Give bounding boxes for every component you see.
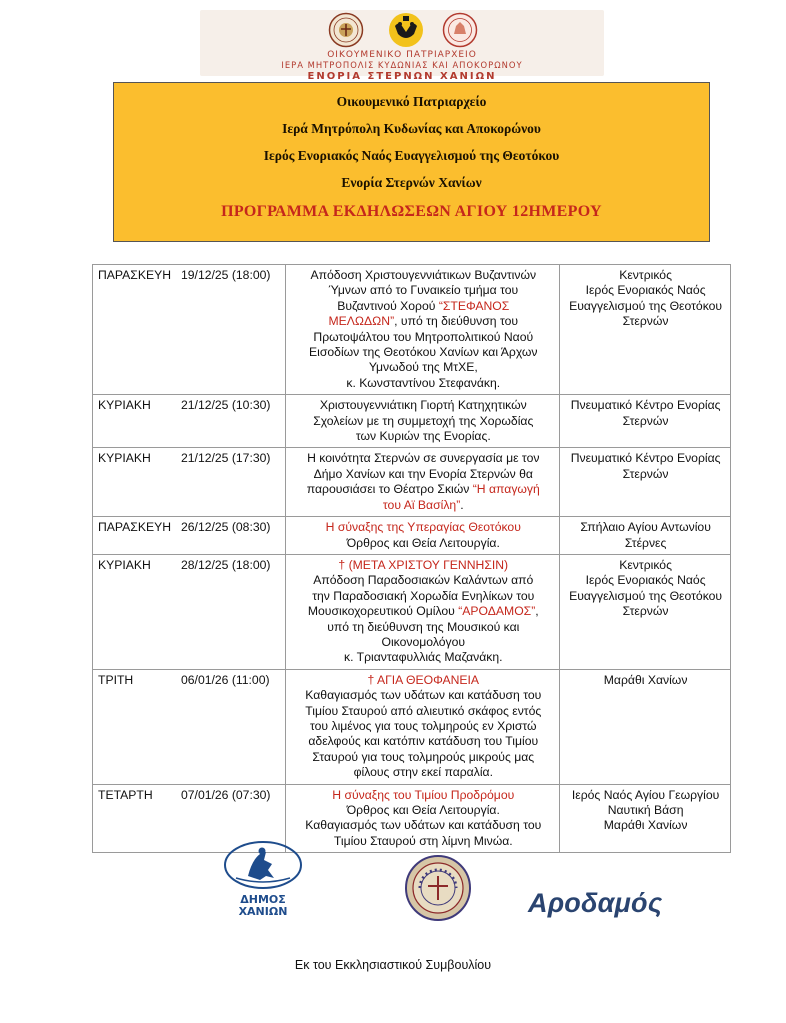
desc-line: Ύμνων από το Γυναικείο τμήμα του xyxy=(328,283,519,298)
location-line: Σπήλαιο Αγίου Αντωνίου xyxy=(580,520,711,535)
event-date-cell xyxy=(93,517,286,555)
metropolis-seal-icon xyxy=(442,12,478,48)
location-line: Ιερός Ναός Αγίου Γεωργίου xyxy=(571,787,720,802)
header-parish: Ενορία Στερνών Χανίων xyxy=(341,175,482,190)
feast-title: Η σύναξης του Τιμίου Προδρόμου xyxy=(332,787,515,802)
desc-line: αδελφούς και κατόπιν κατάδυση του Τιμίου xyxy=(308,734,539,749)
location-line: Ναυτική Βάση xyxy=(607,803,684,817)
header-metropolis: Ιερά Μητρόπολη Κυδωνίας και Αποκορώνου xyxy=(282,121,541,136)
play-title-highlight: του Αϊ Βασίλη” xyxy=(382,497,461,512)
header-patriarchate: Οικουμενικό Πατριαρχείο xyxy=(336,94,487,109)
page-title: ΠΡΟΓΡΑΜΜΑ ΕΚΔΗΛΩΣΕΩΝ ΑΓΙΟΥ 12ΗΜΕΡΟΥ xyxy=(221,203,602,220)
event-day: ΚΥΡΙΑΚΗ xyxy=(98,451,151,466)
event-location-cell xyxy=(560,554,731,669)
table-row xyxy=(93,448,731,517)
title-box xyxy=(113,82,710,242)
desc-line: Χριστουγεννιάτικη Γιορτή Κατηχητικών xyxy=(319,398,527,413)
location-line: Πνευματικό Κέντρο Ενορίας xyxy=(570,451,721,466)
desc-line: Απόδοση Χριστουγεννιάτικων Βυζαντινών xyxy=(310,268,537,282)
event-date-cell xyxy=(93,265,286,395)
patriarchate-seal-icon xyxy=(328,12,364,48)
event-description-cell xyxy=(286,395,560,448)
banner-parish-line: ΕΝΟΡΙΑ ΣΤΕΡΝΩΝ ΧΑΝΙΩΝ xyxy=(307,71,497,82)
desc-line: Πρωτοψάλτου του Μητροπολιτικού Ναού xyxy=(313,329,534,344)
location-line: Κεντρικός xyxy=(619,268,672,282)
event-location-cell xyxy=(560,448,731,517)
event-location-cell xyxy=(560,265,731,395)
table-row xyxy=(93,517,731,555)
play-title-highlight: “Η απαγωγή xyxy=(472,482,540,497)
location-line: Ευαγγελισμού της Θεοτόκου xyxy=(569,298,723,313)
event-datetime: 06/01/26 (11:00) xyxy=(181,672,270,687)
event-day: ΚΥΡΙΑΚΗ xyxy=(98,557,151,572)
desc-line: Εισοδίων της Θεοτόκου Χανίων και Άρχων xyxy=(309,345,538,360)
event-description-cell xyxy=(286,448,560,517)
stefanos-melodon-seal-icon xyxy=(404,854,472,922)
location-line: Στερνών xyxy=(622,604,669,619)
desc-line: του λιμένος για τους τολμηρούς εν Χριστώ xyxy=(310,718,537,733)
event-day: ΤΕΤΑΡΤΗ xyxy=(98,787,153,802)
location-line: Στερνών xyxy=(622,466,669,481)
event-date-cell xyxy=(93,395,286,448)
event-day: ΚΥΡΙΑΚΗ xyxy=(98,398,151,413)
event-date-cell xyxy=(93,669,286,784)
desc-line: Όρθρος και Θεία Λειτουργία. xyxy=(346,535,500,550)
feast-title: Η σύναξης της Υπεραγίας Θεοτόκου xyxy=(325,520,521,535)
table-row xyxy=(93,669,731,784)
location-line: Πνευματικό Κέντρο Ενορίας xyxy=(570,398,721,413)
parish-banner xyxy=(200,10,604,82)
banner-metropolis-line: ΙΕΡΑ ΜΗΤΡΟΠΟΛΙΣ ΚΥΔΩΝΙΑΣ ΚΑΙ ΑΠΟΚΟΡΩΝΟΥ xyxy=(281,60,523,70)
choir-name-highlight: “ΣΤΕΦΑΝΟΣ xyxy=(438,298,510,313)
desc-line: παρουσιάσει το Θέατρο Σκιών xyxy=(306,482,470,497)
table-row xyxy=(93,395,731,448)
events-table xyxy=(92,264,731,853)
location-line: Ιερός Ενοριακός Ναός xyxy=(585,573,706,588)
desc-line: Σχολείων με τη συμμετοχή της Χορωδίας xyxy=(313,413,534,428)
desc-line: Υμνωδού της ΜτΧΕ, xyxy=(368,360,478,375)
feast-title: † ΑΓΙΑ ΘΕΟΦΑΝΕΙΑ xyxy=(367,672,480,687)
event-datetime: 07/01/26 (07:30) xyxy=(181,787,271,802)
desc-line: Καθαγιασμός των υδάτων και κατάδυση του xyxy=(305,818,542,833)
double-headed-eagle-icon xyxy=(388,12,424,48)
dimos-chanion-logo xyxy=(222,840,304,922)
event-location-cell xyxy=(560,669,731,784)
group-name-highlight: “ΑΡΟΔΑΜΟΣ” xyxy=(458,604,536,619)
desc-line: Η κοινότητα Στερνών σε συνεργασία με τον xyxy=(307,451,540,466)
location-line: Στέρνες xyxy=(624,535,667,550)
event-date-cell xyxy=(93,554,286,669)
banner-patriarchate-line: ΟΙΚΟΥΜΕΝΙΚΟ ΠΑΤΡΙΑΡΧΕΙΟ xyxy=(327,50,477,60)
desc-line: την Παραδοσιακή Χορωδία Ενηλίκων του xyxy=(312,588,535,603)
desc-line: , υπό τη διεύθυνση του xyxy=(394,314,519,329)
event-description-cell xyxy=(286,517,560,555)
event-datetime: 19/12/25 (18:00) xyxy=(181,268,271,282)
event-description-cell xyxy=(286,554,560,669)
desc-line: . xyxy=(460,497,464,512)
location-line: Μαράθι Χανίων xyxy=(603,818,688,833)
desc-line: Οικονομολόγου xyxy=(381,634,466,649)
table-row xyxy=(93,784,731,853)
desc-line: Βυζαντινού Χορού xyxy=(337,298,436,313)
event-location-cell xyxy=(560,784,731,853)
desc-line: Τιμίου Σταυρού από αλιευτικό σκάφος εντός xyxy=(305,703,542,718)
event-location-cell xyxy=(560,517,731,555)
table-row xyxy=(93,554,731,669)
desc-line: Όρθρος και Θεία Λειτουργία. xyxy=(346,803,500,817)
event-datetime: 21/12/25 (10:30) xyxy=(181,398,271,413)
desc-line: Σταυρού για τους τολμηρούς μικρούς μας xyxy=(312,749,535,764)
desc-line: των Κυριών της Ενορίας. xyxy=(355,429,491,444)
event-location-cell xyxy=(560,395,731,448)
header-church: Ιερός Ενοριακός Ναός Ευαγγελισμού της Θεοτόκου xyxy=(263,148,560,163)
feast-title: † (ΜΕΤΑ ΧΡΙΣΤΟΥ ΓΕΝΝΗΣΙΝ) xyxy=(338,557,509,572)
desc-line: , xyxy=(535,604,539,619)
event-day: ΤΡΙΤΗ xyxy=(98,672,134,687)
location-line: Κεντρικός xyxy=(619,557,672,572)
desc-line: κ. Κωνσταντίνου Στεφανάκη. xyxy=(346,375,501,390)
dimos-chanion-emblem-icon xyxy=(222,840,304,890)
desc-line: Απόδοση Παραδοσιακών Καλάντων από xyxy=(313,573,534,588)
event-description-cell xyxy=(286,784,560,853)
event-datetime: 21/12/25 (17:30) xyxy=(181,451,271,466)
arodamos-logo: Αροδαμός xyxy=(528,888,663,918)
event-date-cell xyxy=(93,448,286,517)
event-description-cell xyxy=(286,669,560,784)
location-line: Ιερός Ενοριακός Ναός xyxy=(585,283,706,298)
desc-line: Καθαγιασμός των υδάτων και κατάδυση του xyxy=(305,688,542,703)
event-datetime: 26/12/25 (08:30) xyxy=(181,520,271,535)
desc-line: φίλους στην εκεί παραλία. xyxy=(353,765,493,780)
event-description-cell xyxy=(286,265,560,395)
location-line: Στερνών xyxy=(622,314,669,329)
event-day: ΠΑΡΑΣΚΕΥΗ xyxy=(98,268,172,282)
desc-line: Μουσικοχορευτικού Ομίλου xyxy=(307,604,455,619)
location-line: Στερνών xyxy=(622,413,669,428)
desc-line: Τιμίου Σταυρού στη λίμνη Μινώα. xyxy=(333,833,513,848)
location-line: Ευαγγελισμού της Θεοτόκου xyxy=(569,588,723,603)
dimos-logo-line1: ΔΗΜΟΣ xyxy=(240,893,286,906)
choir-name-highlight: ΜΕΛΩΔΩΝ” xyxy=(328,314,395,329)
location-line: Μαράθι Χανίων xyxy=(603,672,688,687)
desc-line: Δήμο Χανίων και την Ενορία Στερνών θα xyxy=(313,466,533,481)
footer-signature: Εκ του Εκκλησιαστικού Συμβουλίου xyxy=(294,958,492,972)
dimos-logo-line2: ΧΑΝΙΩΝ xyxy=(238,905,288,918)
table-row xyxy=(93,265,731,395)
event-day: ΠΑΡΑΣΚΕΥΗ xyxy=(98,520,172,535)
event-datetime: 28/12/25 (18:00) xyxy=(181,557,271,572)
desc-line: κ. Τριανταφυλλιάς Μαζανάκη. xyxy=(344,650,503,665)
desc-line: υπό τη διεύθυνση της Μουσικού και xyxy=(327,619,520,634)
